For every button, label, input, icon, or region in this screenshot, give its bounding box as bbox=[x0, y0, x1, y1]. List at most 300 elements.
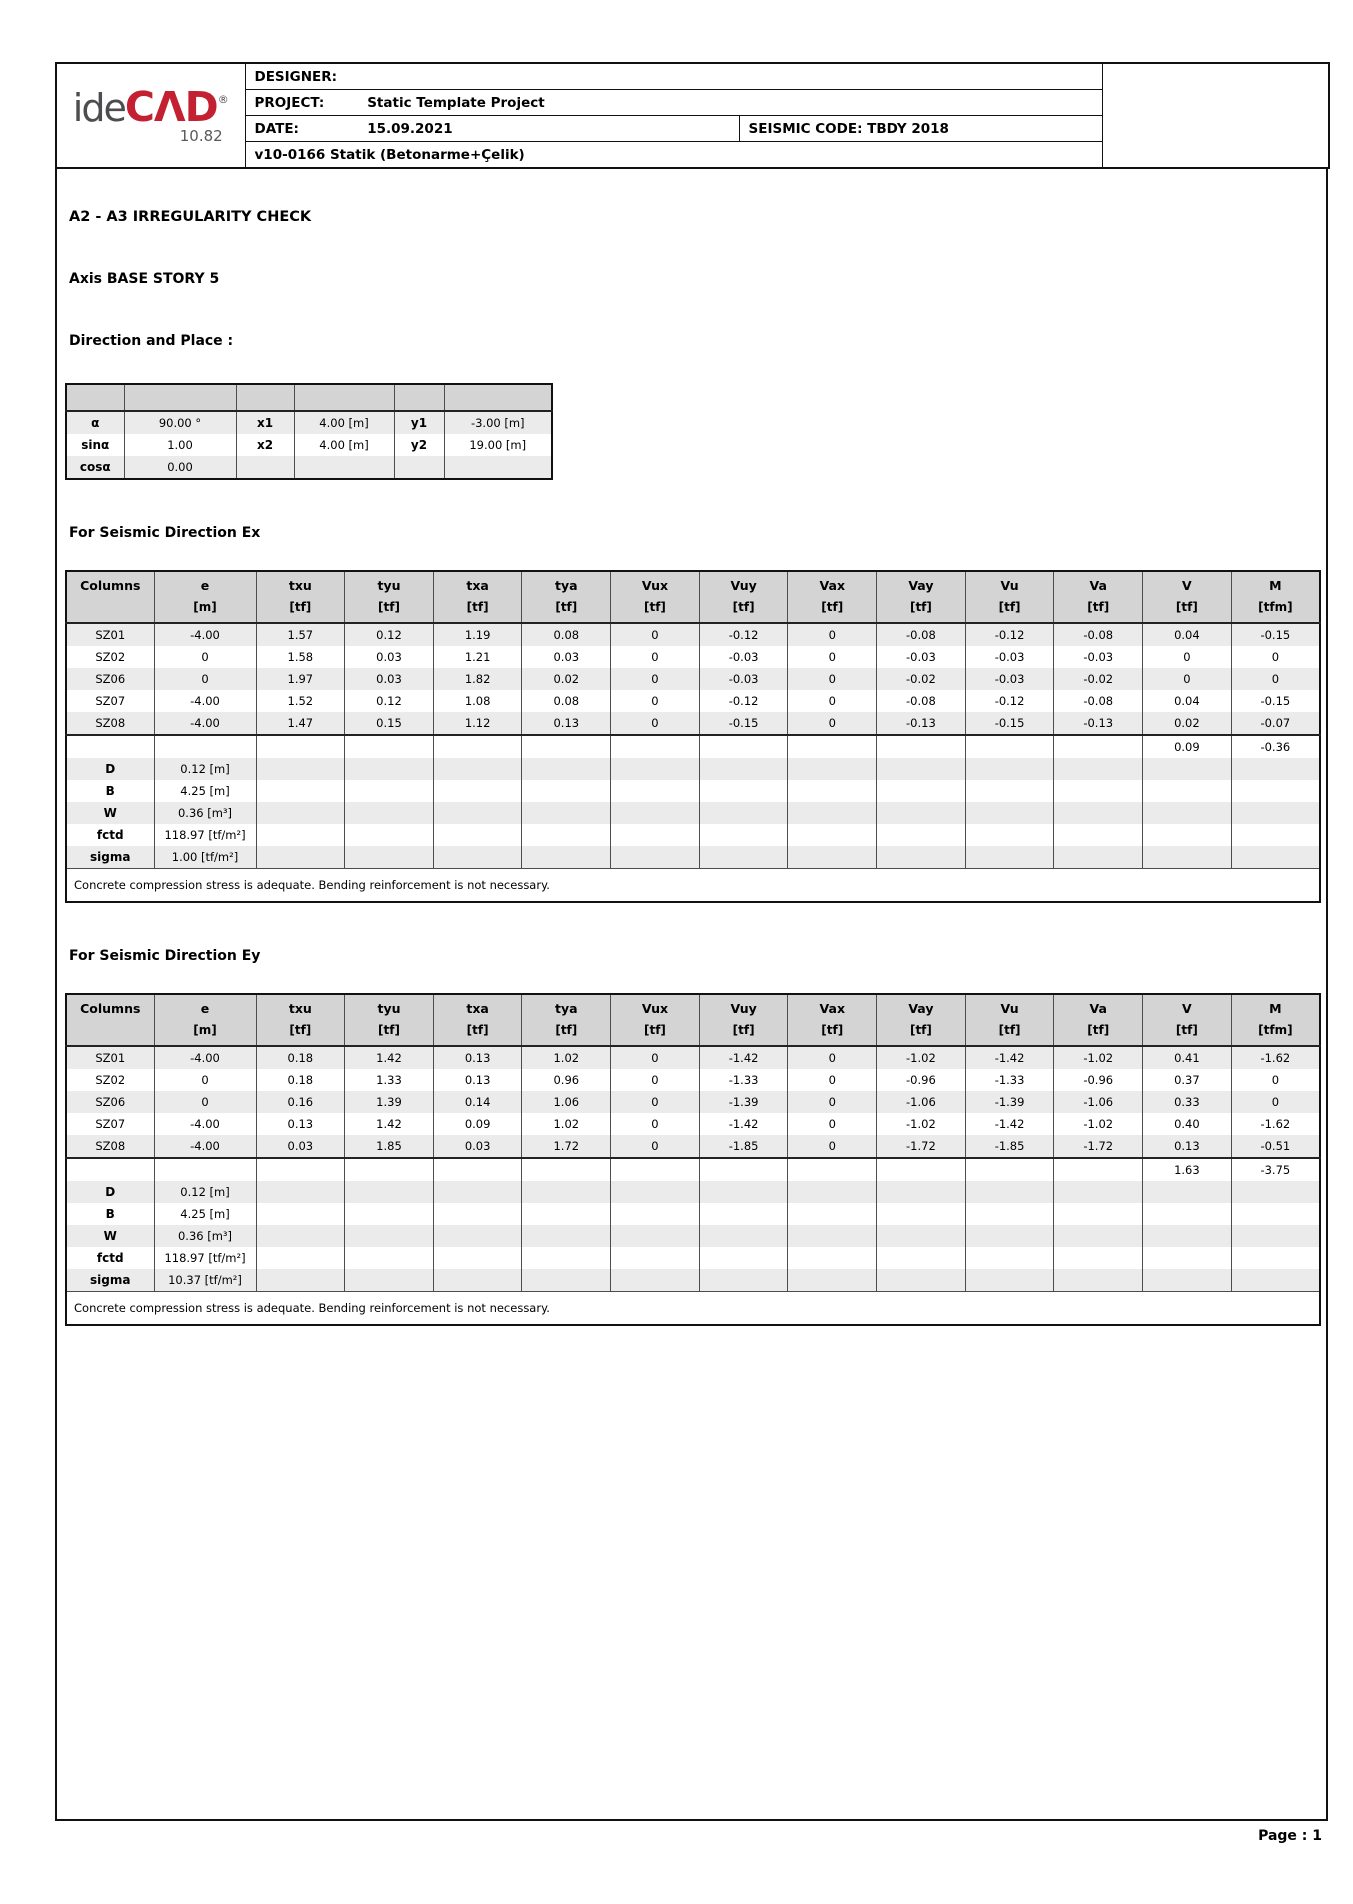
table-cell bbox=[345, 802, 434, 824]
table-cell: -1.42 bbox=[965, 1046, 1054, 1069]
table-cell: 1.85 bbox=[345, 1135, 434, 1158]
table-cell: -4.00 bbox=[154, 1046, 256, 1069]
table-cell: -0.51 bbox=[1231, 1135, 1320, 1158]
table-cell: 0 bbox=[611, 1069, 700, 1091]
table-cell bbox=[699, 1203, 788, 1225]
prop-row bbox=[66, 1203, 1320, 1225]
prop-label: B bbox=[66, 780, 154, 802]
table-cell: sinα bbox=[66, 434, 124, 456]
project-label: PROJECT: bbox=[254, 94, 325, 111]
table-cell bbox=[1054, 1225, 1143, 1247]
table-cell bbox=[965, 1203, 1054, 1225]
column-header bbox=[1143, 994, 1232, 1046]
table-cell bbox=[877, 1181, 966, 1203]
table-cell: SZ07 bbox=[66, 690, 154, 712]
table-cell bbox=[699, 1158, 788, 1181]
table-cell bbox=[699, 846, 788, 869]
table-cell bbox=[1231, 780, 1320, 802]
table-cell: -1.85 bbox=[699, 1135, 788, 1158]
prop-row bbox=[66, 780, 1320, 802]
table-cell: 1.58 bbox=[256, 646, 345, 668]
table-cell: -0.08 bbox=[1054, 623, 1143, 646]
table-cell: 1.21 bbox=[433, 646, 522, 668]
column-header bbox=[611, 994, 700, 1046]
table-cell bbox=[699, 758, 788, 780]
table-cell: -1.06 bbox=[1054, 1091, 1143, 1113]
prop-value: 118.97 [tf/m²] bbox=[154, 824, 256, 846]
table-cell: -1.06 bbox=[877, 1091, 966, 1113]
table-cell: -1.42 bbox=[965, 1113, 1054, 1135]
column-name: Va bbox=[1089, 578, 1107, 593]
table-cell bbox=[699, 1269, 788, 1292]
table-row bbox=[66, 1046, 1320, 1069]
table-body bbox=[66, 1046, 1320, 1325]
table-cell: 0.13 bbox=[256, 1113, 345, 1135]
table-cell bbox=[1054, 758, 1143, 780]
table-cell: 0 bbox=[788, 712, 877, 735]
prop-label: B bbox=[66, 1203, 154, 1225]
prop-row bbox=[66, 1181, 1320, 1203]
table-cell bbox=[788, 1247, 877, 1269]
table-cell bbox=[256, 780, 345, 802]
table-cell bbox=[66, 1158, 154, 1181]
table-cell bbox=[965, 824, 1054, 846]
column-name: Vu bbox=[1000, 578, 1019, 593]
table-cell bbox=[1231, 1225, 1320, 1247]
column-unit: [tf] bbox=[1087, 1023, 1110, 1037]
column-unit: [tf] bbox=[821, 1023, 844, 1037]
table-cell bbox=[256, 846, 345, 869]
table-cell bbox=[699, 802, 788, 824]
table-cell: 1.19 bbox=[433, 623, 522, 646]
table-cell bbox=[965, 1247, 1054, 1269]
table-cell bbox=[444, 456, 552, 479]
sum-row bbox=[66, 1158, 1320, 1181]
header-row-designer bbox=[56, 63, 1329, 90]
table-cell bbox=[256, 735, 345, 758]
table-row bbox=[66, 690, 1320, 712]
table-cell: 0.41 bbox=[1143, 1046, 1232, 1069]
table-cell bbox=[877, 780, 966, 802]
column-unit: [tf] bbox=[732, 1023, 755, 1037]
header-cell bbox=[236, 384, 294, 411]
table-cell bbox=[1231, 1181, 1320, 1203]
table-cell: 0.16 bbox=[256, 1091, 345, 1113]
seismic-code-cell: SEISMIC CODE: TBDY 2018 bbox=[739, 116, 1102, 142]
column-unit: [tfm] bbox=[1258, 1023, 1293, 1037]
table-cell: 0.13 bbox=[433, 1046, 522, 1069]
table-cell bbox=[1143, 758, 1232, 780]
table-cell bbox=[1054, 824, 1143, 846]
prop-row bbox=[66, 824, 1320, 846]
seismic-ey-title: For Seismic Direction Ey bbox=[69, 948, 261, 964]
column-header bbox=[66, 571, 154, 623]
table-cell: -0.12 bbox=[965, 690, 1054, 712]
table-cell bbox=[294, 456, 394, 479]
column-name: tya bbox=[555, 1001, 578, 1016]
logo-ide-text: ide bbox=[72, 85, 125, 130]
table-cell: -1.39 bbox=[699, 1091, 788, 1113]
table-cell bbox=[611, 1203, 700, 1225]
table-cell bbox=[433, 758, 522, 780]
project-cell bbox=[245, 90, 1102, 116]
table-cell: -0.02 bbox=[1054, 668, 1143, 690]
column-name: txu bbox=[288, 1001, 312, 1016]
column-name: txa bbox=[466, 1001, 489, 1016]
table-cell bbox=[611, 1247, 700, 1269]
column-name: e bbox=[200, 578, 210, 593]
table-cell bbox=[522, 846, 611, 869]
table-cell: SZ01 bbox=[66, 1046, 154, 1069]
table-cell: -1.33 bbox=[965, 1069, 1054, 1091]
table-cell: 1.82 bbox=[433, 668, 522, 690]
column-header bbox=[256, 994, 345, 1046]
column-unit: [tf] bbox=[289, 600, 312, 614]
table-cell bbox=[788, 1225, 877, 1247]
column-header bbox=[1231, 994, 1320, 1046]
table-cell: 0.04 bbox=[1143, 623, 1232, 646]
table-cell bbox=[699, 780, 788, 802]
table-cell bbox=[1231, 846, 1320, 869]
prop-label: sigma bbox=[66, 1269, 154, 1292]
table-cell: 1.42 bbox=[345, 1046, 434, 1069]
table-cell: 0 bbox=[154, 1069, 256, 1091]
table-row bbox=[66, 712, 1320, 735]
table-cell: 0 bbox=[788, 1091, 877, 1113]
table-cell: 1.06 bbox=[522, 1091, 611, 1113]
column-header bbox=[1143, 571, 1232, 623]
column-name: Vax bbox=[819, 1001, 846, 1016]
table-cell bbox=[345, 780, 434, 802]
table-cell bbox=[1054, 735, 1143, 758]
designer-label: DESIGNER: bbox=[254, 68, 338, 85]
table-cell: 0 bbox=[1231, 646, 1320, 668]
table-cell: 0 bbox=[788, 1135, 877, 1158]
table-cell bbox=[611, 1158, 700, 1181]
column-name: V bbox=[1182, 578, 1192, 593]
table-cell: 1.97 bbox=[256, 668, 345, 690]
table-body bbox=[66, 411, 552, 479]
table-cell: 0.04 bbox=[1143, 690, 1232, 712]
table-cell bbox=[256, 1269, 345, 1292]
table-cell bbox=[236, 456, 294, 479]
note-row bbox=[66, 1292, 1320, 1326]
column-header bbox=[611, 571, 700, 623]
table-cell: 1.08 bbox=[433, 690, 522, 712]
table-cell: 1.72 bbox=[522, 1135, 611, 1158]
table-cell bbox=[1231, 758, 1320, 780]
column-name: Vay bbox=[908, 578, 934, 593]
table-cell: 0 bbox=[1231, 1069, 1320, 1091]
table-cell bbox=[1054, 802, 1143, 824]
table-header-row bbox=[66, 994, 1320, 1046]
prop-label: fctd bbox=[66, 824, 154, 846]
table-cell bbox=[345, 1203, 434, 1225]
table-cell: 0.13 bbox=[522, 712, 611, 735]
column-unit: [tf] bbox=[821, 600, 844, 614]
table-cell: 0.15 bbox=[345, 712, 434, 735]
table-cell: 0 bbox=[154, 646, 256, 668]
table-cell bbox=[345, 1158, 434, 1181]
table-cell bbox=[611, 1269, 700, 1292]
date-cell bbox=[245, 116, 739, 142]
table-header-row bbox=[66, 571, 1320, 623]
table-cell: 0.00 bbox=[124, 456, 236, 479]
table-cell: 19.00 [m] bbox=[444, 434, 552, 456]
prop-value: 0.12 [m] bbox=[154, 758, 256, 780]
table-cell: SZ08 bbox=[66, 712, 154, 735]
table-cell bbox=[788, 1203, 877, 1225]
column-unit: [tf] bbox=[998, 600, 1021, 614]
table-cell: -1.39 bbox=[965, 1091, 1054, 1113]
table-cell: cosα bbox=[66, 456, 124, 479]
table-cell bbox=[788, 846, 877, 869]
table-cell: 0.08 bbox=[522, 623, 611, 646]
note-cell: Concrete compression stress is adequate. Bending reinforcement is not necessary. bbox=[66, 1292, 1320, 1326]
table-cell bbox=[699, 1181, 788, 1203]
table-head bbox=[66, 571, 1320, 623]
table-cell: 1.33 bbox=[345, 1069, 434, 1091]
prop-row bbox=[66, 758, 1320, 780]
table-cell: x2 bbox=[236, 434, 294, 456]
table-cell: 0 bbox=[611, 646, 700, 668]
table-cell: -0.12 bbox=[699, 690, 788, 712]
prop-value: 0.36 [m³] bbox=[154, 1225, 256, 1247]
prop-label: D bbox=[66, 1181, 154, 1203]
prop-row bbox=[66, 1269, 1320, 1292]
table-cell bbox=[965, 1269, 1054, 1292]
table-cell bbox=[1054, 1203, 1143, 1225]
table-cell: -1.85 bbox=[965, 1135, 1054, 1158]
prop-value: 0.12 [m] bbox=[154, 1181, 256, 1203]
column-unit: [tf] bbox=[1175, 1023, 1198, 1037]
table-cell bbox=[522, 780, 611, 802]
table-head bbox=[66, 994, 1320, 1046]
table-cell bbox=[1231, 824, 1320, 846]
table-cell: -4.00 bbox=[154, 712, 256, 735]
table-cell bbox=[965, 846, 1054, 869]
prop-value: 1.00 [tf/m²] bbox=[154, 846, 256, 869]
table-cell: 1.42 bbox=[345, 1113, 434, 1135]
column-header bbox=[965, 571, 1054, 623]
table-cell bbox=[877, 735, 966, 758]
header-empty-cell bbox=[1102, 63, 1329, 168]
table-cell bbox=[1054, 780, 1143, 802]
column-header bbox=[345, 994, 434, 1046]
column-unit: [tf] bbox=[1175, 600, 1198, 614]
table-cell: 1.39 bbox=[345, 1091, 434, 1113]
table-row bbox=[66, 1135, 1320, 1158]
table-cell: SZ08 bbox=[66, 1135, 154, 1158]
table-cell: 0.03 bbox=[433, 1135, 522, 1158]
table-cell bbox=[1054, 1158, 1143, 1181]
column-header bbox=[699, 571, 788, 623]
table-cell: 1.12 bbox=[433, 712, 522, 735]
table-cell bbox=[788, 735, 877, 758]
prop-value: 0.36 [m³] bbox=[154, 802, 256, 824]
table-cell bbox=[788, 824, 877, 846]
table-cell: -0.07 bbox=[1231, 712, 1320, 735]
column-header bbox=[345, 571, 434, 623]
table-cell: -4.00 bbox=[154, 1135, 256, 1158]
table-cell bbox=[1054, 846, 1143, 869]
table-cell: 0 bbox=[788, 623, 877, 646]
table-cell: SZ07 bbox=[66, 1113, 154, 1135]
table-cell bbox=[345, 846, 434, 869]
table-cell: -0.15 bbox=[965, 712, 1054, 735]
table-cell bbox=[699, 824, 788, 846]
table-cell: 0.03 bbox=[256, 1135, 345, 1158]
table-cell: -0.15 bbox=[699, 712, 788, 735]
table-cell bbox=[788, 1158, 877, 1181]
prop-value: 118.97 [tf/m²] bbox=[154, 1247, 256, 1269]
column-name: Va bbox=[1089, 1001, 1107, 1016]
table-cell: 0.33 bbox=[1143, 1091, 1232, 1113]
column-unit: [tf] bbox=[555, 1023, 578, 1037]
column-header bbox=[66, 994, 154, 1046]
table-cell bbox=[699, 1247, 788, 1269]
registered-mark-icon: ® bbox=[217, 92, 229, 106]
prop-row bbox=[66, 802, 1320, 824]
column-name: Vu bbox=[1000, 1001, 1019, 1016]
table-cell: -1.72 bbox=[877, 1135, 966, 1158]
column-header bbox=[154, 994, 256, 1046]
table-cell: 0 bbox=[611, 623, 700, 646]
direction-place-title: Direction and Place : bbox=[69, 333, 234, 349]
table-cell: x1 bbox=[236, 411, 294, 434]
table-cell bbox=[1054, 1269, 1143, 1292]
column-header bbox=[522, 994, 611, 1046]
direction-place-table bbox=[65, 383, 553, 480]
table-cell bbox=[611, 735, 700, 758]
prop-value: 10.37 [tf/m²] bbox=[154, 1269, 256, 1292]
table-cell: -1.62 bbox=[1231, 1113, 1320, 1135]
table-cell bbox=[965, 1181, 1054, 1203]
table-cell: 0 bbox=[611, 1091, 700, 1113]
table-cell bbox=[788, 1269, 877, 1292]
table-cell bbox=[1231, 802, 1320, 824]
table-cell bbox=[1054, 1247, 1143, 1269]
table-cell bbox=[522, 824, 611, 846]
table-cell bbox=[788, 1181, 877, 1203]
idecad-logo bbox=[72, 82, 229, 145]
table-cell bbox=[433, 824, 522, 846]
prop-label: W bbox=[66, 1225, 154, 1247]
table-cell bbox=[611, 1181, 700, 1203]
table-row bbox=[66, 668, 1320, 690]
column-name: Vux bbox=[641, 578, 669, 593]
header-cell bbox=[66, 384, 124, 411]
table-cell bbox=[1143, 846, 1232, 869]
table-cell: 0 bbox=[611, 1135, 700, 1158]
table-row bbox=[66, 1113, 1320, 1135]
table-cell: -0.12 bbox=[965, 623, 1054, 646]
column-header bbox=[433, 571, 522, 623]
table-cell: 0 bbox=[1143, 646, 1232, 668]
table-cell bbox=[522, 758, 611, 780]
column-name: Vuy bbox=[730, 1001, 757, 1016]
table-cell bbox=[345, 1181, 434, 1203]
table-cell bbox=[522, 735, 611, 758]
column-header bbox=[788, 994, 877, 1046]
table-cell: -0.13 bbox=[877, 712, 966, 735]
table-cell: 0 bbox=[788, 646, 877, 668]
column-header bbox=[433, 994, 522, 1046]
prop-label: sigma bbox=[66, 846, 154, 869]
table-cell: -0.03 bbox=[965, 646, 1054, 668]
table-cell: -0.96 bbox=[1054, 1069, 1143, 1091]
table-cell: 0 bbox=[1231, 668, 1320, 690]
table-cell: -0.13 bbox=[1054, 712, 1143, 735]
table-cell bbox=[256, 1181, 345, 1203]
prop-label: W bbox=[66, 802, 154, 824]
table-cell bbox=[433, 780, 522, 802]
table-cell: 1.02 bbox=[522, 1113, 611, 1135]
table-cell: 1.57 bbox=[256, 623, 345, 646]
table-cell: 0 bbox=[154, 668, 256, 690]
table-cell bbox=[788, 758, 877, 780]
table-cell bbox=[1143, 780, 1232, 802]
table-cell: -1.62 bbox=[1231, 1046, 1320, 1069]
column-header bbox=[877, 994, 966, 1046]
note-row bbox=[66, 869, 1320, 903]
table-body bbox=[66, 623, 1320, 902]
report-header-table bbox=[55, 62, 1330, 169]
table-cell bbox=[256, 1225, 345, 1247]
table-cell: -0.02 bbox=[877, 668, 966, 690]
table-cell bbox=[522, 1225, 611, 1247]
column-unit: [tf] bbox=[555, 600, 578, 614]
table-cell bbox=[877, 802, 966, 824]
table-cell: 0.02 bbox=[522, 668, 611, 690]
table-cell: -0.03 bbox=[699, 668, 788, 690]
report-body bbox=[55, 167, 1328, 1821]
table-cell bbox=[256, 802, 345, 824]
column-unit: [tf] bbox=[378, 600, 400, 614]
table-cell bbox=[433, 1181, 522, 1203]
table-cell: -1.02 bbox=[877, 1046, 966, 1069]
table-cell bbox=[1231, 1247, 1320, 1269]
prop-row bbox=[66, 1225, 1320, 1247]
table-cell: -3.75 bbox=[1231, 1158, 1320, 1181]
table-cell: y1 bbox=[394, 411, 444, 434]
table-cell: 0 bbox=[788, 1069, 877, 1091]
table-cell bbox=[256, 824, 345, 846]
table-cell: 0 bbox=[788, 668, 877, 690]
table-cell bbox=[788, 802, 877, 824]
table-cell: 0.09 bbox=[1143, 735, 1232, 758]
table-cell: 0.18 bbox=[256, 1069, 345, 1091]
page-number: Page : 1 bbox=[1258, 1828, 1322, 1844]
table-cell bbox=[1054, 1181, 1143, 1203]
header-cell bbox=[394, 384, 444, 411]
table-cell: 0.08 bbox=[522, 690, 611, 712]
table-cell bbox=[345, 824, 434, 846]
table-cell bbox=[522, 1158, 611, 1181]
table-cell: -0.36 bbox=[1231, 735, 1320, 758]
table-cell: 0.13 bbox=[1143, 1135, 1232, 1158]
table-cell bbox=[611, 780, 700, 802]
table-cell bbox=[345, 735, 434, 758]
seismic-ex-table bbox=[65, 570, 1321, 903]
table-cell: -4.00 bbox=[154, 623, 256, 646]
table-cell: 0.03 bbox=[345, 646, 434, 668]
table-cell: 1.52 bbox=[256, 690, 345, 712]
table-cell: SZ06 bbox=[66, 1091, 154, 1113]
table-cell: y2 bbox=[394, 434, 444, 456]
prop-label: fctd bbox=[66, 1247, 154, 1269]
table-cell bbox=[433, 802, 522, 824]
